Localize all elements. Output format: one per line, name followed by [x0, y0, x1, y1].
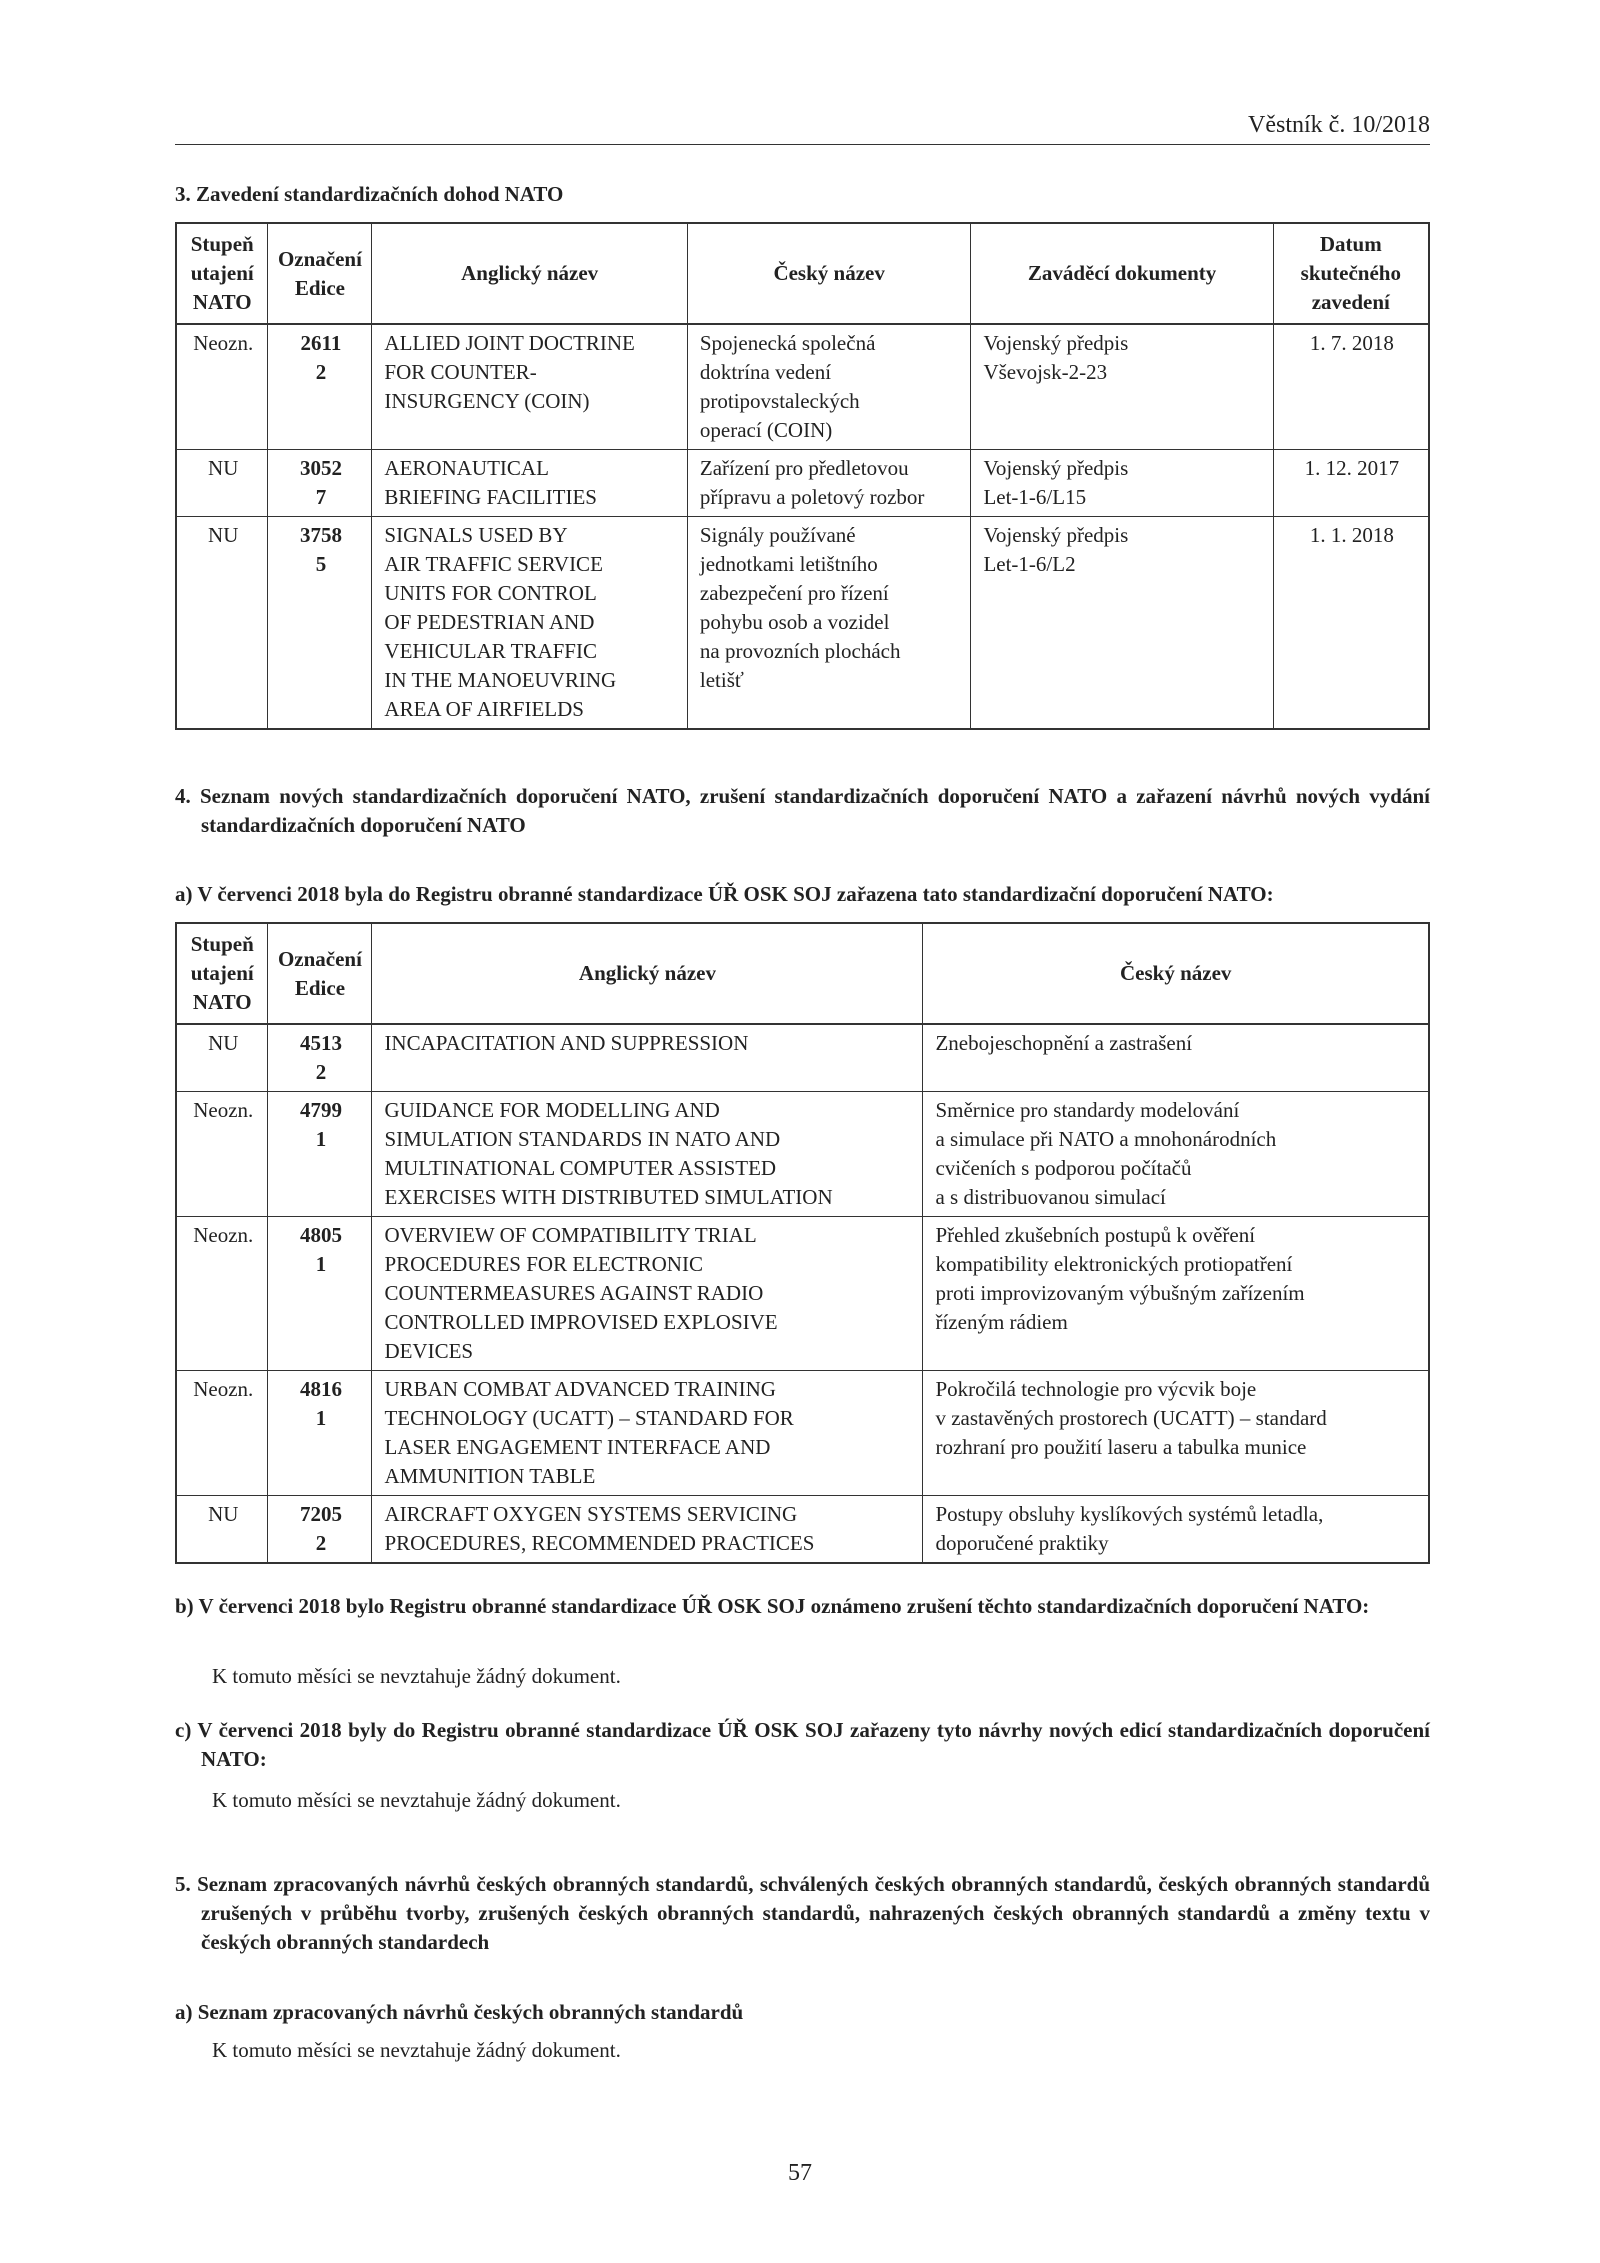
czech-title-cell: Znebojeschopnění a zastrašení [923, 1024, 1429, 1092]
designation-cell: 3758 5 [268, 517, 372, 730]
section-4b-text: K tomuto měsíci se nevztahuje žádný dokument. [212, 1664, 621, 1688]
designation-cell: 4816 1 [268, 1371, 372, 1496]
implementing-documents-cell: Vojenský předpis Let-1-6/L15 [971, 450, 1273, 517]
english-title-cell: INCAPACITATION AND SUPPRESSION [372, 1024, 923, 1092]
czech-title-cell: Postupy obsluhy kyslíkových systémů letadla, doporučené praktiky [923, 1496, 1429, 1564]
table-header-row [176, 923, 1429, 1024]
english-title-cell: ALLIED JOINT DOCTRINE FOR COUNTER- INSURGENCY (COIN) [372, 324, 687, 450]
table-row [176, 1496, 1429, 1564]
english-title-cell: URBAN COMBAT ADVANCED TRAINING TECHNOLOGY (UCATT) – STANDARD FOR LASER ENGAGEMENT INTERFACE AND AMMUNITION TABLE [372, 1371, 923, 1496]
table-row [176, 1371, 1429, 1496]
section-4c-heading-text: c) V červenci 2018 byly do Registru obranné standardizace ÚŘ OSK SOJ zařazeny tyto návrhy nových edicí standardizačních doporučení NATO: [175, 1718, 1430, 1771]
czech-title-cell: Pokročilá technologie pro výcvik boje v zastavěných prostorech (UCATT) – standard rozhraní pro použití laseru a tabulka munice [923, 1371, 1429, 1496]
designation-cell: 4805 1 [268, 1217, 372, 1371]
designation-cell: 4799 1 [268, 1092, 372, 1217]
table-row [176, 1024, 1429, 1092]
column-header: Anglický název [372, 923, 923, 1024]
section-3-heading: 3. Zavedení standardizačních dohod NATO [175, 182, 564, 206]
table-row [176, 1217, 1429, 1371]
classification-cell: Neozn. [176, 324, 268, 450]
czech-title-cell: Směrnice pro standardy modelování a simulace při NATO a mnohonárodních cvičeních s podporou počítačů a s distribuovanou simulací [923, 1092, 1429, 1217]
column-header: Označení Edice [268, 223, 372, 324]
implementation-date-cell: 1. 1. 2018 [1273, 517, 1429, 730]
column-header: Český název [923, 923, 1429, 1024]
section-4-heading [175, 782, 1430, 840]
column-header: Datum skutečného zavedení [1273, 223, 1429, 324]
section-4c-text: K tomuto měsíci se nevztahuje žádný dokument. [212, 1788, 621, 1812]
column-header: Stupeň utajení NATO [176, 223, 268, 324]
czech-title-cell: Zařízení pro předletovou přípravu a poletový rozbor [687, 450, 971, 517]
czech-title-cell: Signály používané jednotkami letištního zabezpečení pro řízení pohybu osob a vozidel na provozních plochách letišť [687, 517, 971, 730]
english-title-cell: OVERVIEW OF COMPATIBILITY TRIAL PROCEDURES FOR ELECTRONIC COUNTERMEASURES AGAINST RADIO CONTROLLED IMPROVISED EXPLOSIVE DEVICES [372, 1217, 923, 1371]
table-row [176, 450, 1429, 517]
table-row [176, 517, 1429, 730]
classification-cell: Neozn. [176, 1092, 268, 1217]
english-title-cell: AIRCRAFT OXYGEN SYSTEMS SERVICING PROCEDURES, RECOMMENDED PRACTICES [372, 1496, 923, 1564]
page-number: 57 [788, 2160, 812, 2186]
column-header: Český název [687, 223, 971, 324]
table-header-row [176, 223, 1429, 324]
classification-cell: Neozn. [176, 1217, 268, 1371]
section-3-table [175, 222, 1430, 730]
running-header: Věstník č. 10/2018 [175, 110, 1430, 145]
section-4a-heading: a) V červenci 2018 byla do Registru obranné standardizace ÚŘ OSK SOJ zařazena tato standardizační doporučení NATO: [175, 882, 1274, 906]
column-header: Stupeň utajení NATO [176, 923, 268, 1024]
designation-cell: 4513 2 [268, 1024, 372, 1092]
section-5-heading [175, 1870, 1430, 1957]
table-row [176, 324, 1429, 450]
column-header: Zaváděcí dokumenty [971, 223, 1273, 324]
czech-title-cell: Spojenecká společná doktrína vedení protipovstaleckých operací (COIN) [687, 324, 971, 450]
english-title-cell: GUIDANCE FOR MODELLING AND SIMULATION STANDARDS IN NATO AND MULTINATIONAL COMPUTER ASSISTED EXERCISES WITH DISTRIBUTED SIMULATION [372, 1092, 923, 1217]
classification-cell: NU [176, 450, 268, 517]
english-title-cell: AERONAUTICAL BRIEFING FACILITIES [372, 450, 687, 517]
classification-cell: NU [176, 1496, 268, 1564]
designation-cell: 2611 2 [268, 324, 372, 450]
column-header: Označení Edice [268, 923, 372, 1024]
implementation-date-cell: 1. 7. 2018 [1273, 324, 1429, 450]
classification-cell: Neozn. [176, 1371, 268, 1496]
section-4b-heading [175, 1592, 1430, 1621]
designation-cell: 3052 7 [268, 450, 372, 517]
table-row [176, 1092, 1429, 1217]
classification-cell: NU [176, 517, 268, 730]
section-4b-heading-text: b) V červenci 2018 bylo Registru obranné standardizace ÚŘ OSK SOJ oznámeno zrušení těchto standardizačních doporučení NATO: [175, 1594, 1370, 1618]
section-4c-heading [175, 1716, 1430, 1774]
implementing-documents-cell: Vojenský předpis Let-1-6/L2 [971, 517, 1273, 730]
section-5a-text: K tomuto měsíci se nevztahuje žádný dokument. [212, 2038, 621, 2062]
section-4-heading-text: 4. Seznam nových standardizačních doporučení NATO, zrušení standardizačních doporučení NATO a zařazení návrhů nových vydání standardizačních doporučení NATO [175, 784, 1430, 837]
column-header: Anglický název [372, 223, 687, 324]
czech-title-cell: Přehled zkušebních postupů k ověření kompatibility elektronických protiopatření proti improvizovaným výbušným zařízením řízeným rádiem [923, 1217, 1429, 1371]
implementation-date-cell: 1. 12. 2017 [1273, 450, 1429, 517]
classification-cell: NU [176, 1024, 268, 1092]
section-4a-table [175, 922, 1430, 1564]
section-5a-heading: a) Seznam zpracovaných návrhů českých obranných standardů [175, 2000, 744, 2024]
section-5-heading-text: 5. Seznam zpracovaných návrhů českých obranných standardů, schválených českých obranných standardů, českých obranných standardů zrušených v průběhu tvorby, zrušených českých obranných standardů, nahrazených českých obranných standardů a změny textu v českých obranných standardech [175, 1872, 1430, 1954]
english-title-cell: SIGNALS USED BY AIR TRAFFIC SERVICE UNITS FOR CONTROL OF PEDESTRIAN AND VEHICULAR TRAFFIC IN THE MANOEUVRING AREA OF AIRFIELDS [372, 517, 687, 730]
implementing-documents-cell: Vojenský předpis Vševojsk-2-23 [971, 324, 1273, 450]
designation-cell: 7205 2 [268, 1496, 372, 1564]
